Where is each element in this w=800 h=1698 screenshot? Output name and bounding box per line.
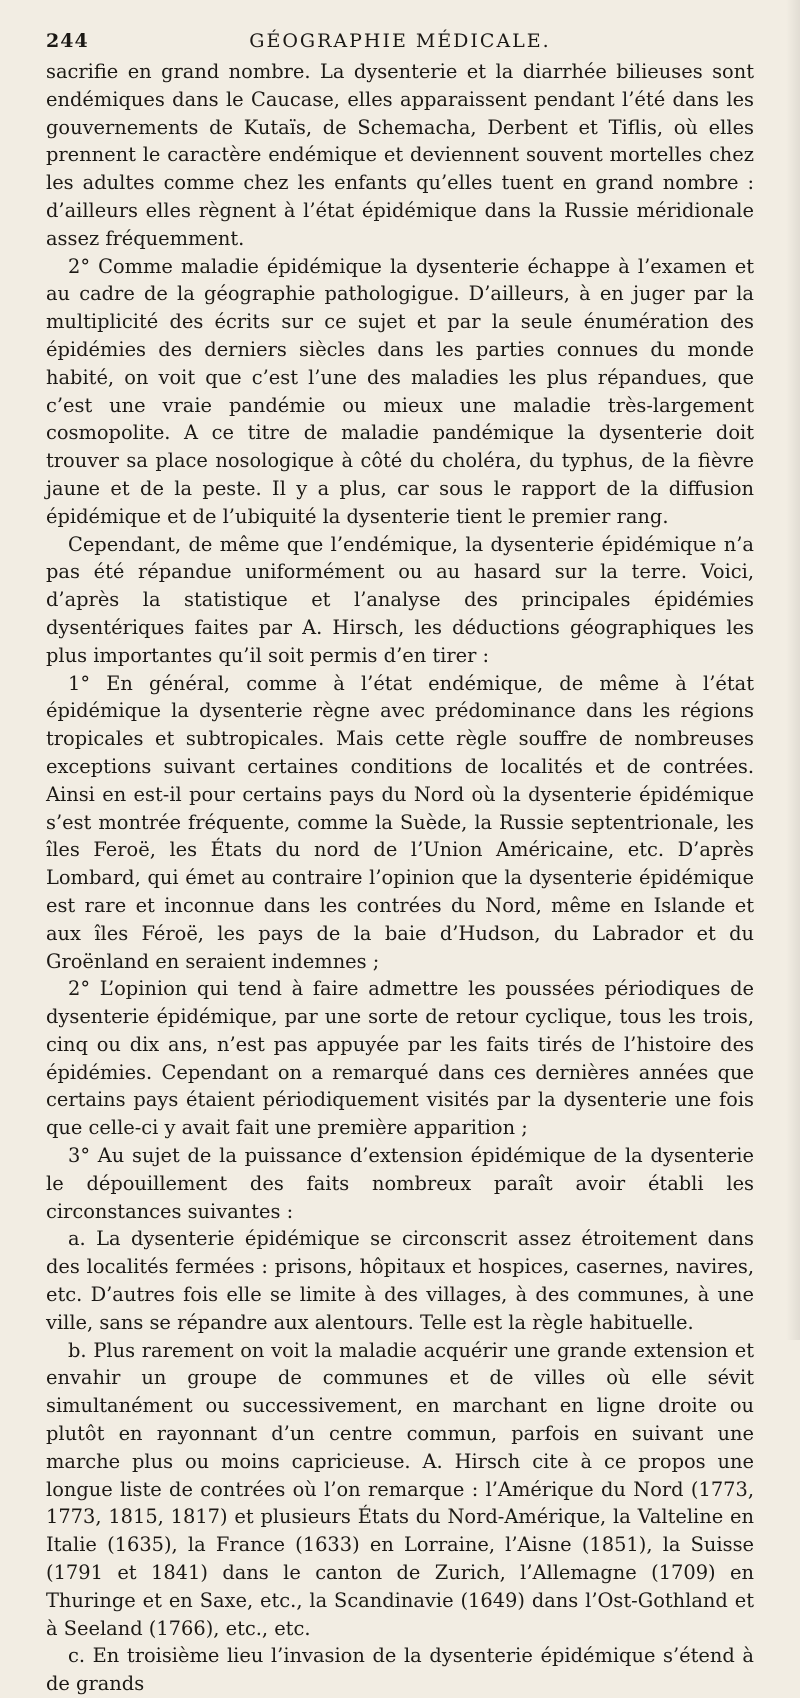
page-edge-shadow	[786, 0, 800, 1340]
paragraph: a. La dysenterie épidémique se circonscrit assez étroitement dans des localités fermées : prisons, hôpitaux et hospices, casernes, navires, etc. D’autres fois elle se limite à des villages, à des communes, à une ville, sans se répandre aux alentours. Telle est la règle habituelle.	[46, 1227, 754, 1334]
page-number: 244	[46, 30, 89, 52]
paragraph-continuation: sacrifie en grand nombre. La dysenterie et la diarrhée bilieuses sont endémiques dans le Caucase, elles apparaissent pendant l’été dans les gouvernements de Kutaïs, de Schemacha, Derbent et Tiflis, où elles prennent le caractère endémique et deviennent souvent mortelles chez les adultes comme chez les enfants qu’elles tuent en grand nombre : d’ailleurs elles règnent à l’état épidémique dans la Russie méridionale assez fréquemment.	[46, 60, 754, 250]
paragraph: b. Plus rarement on voit la maladie acquérir une grande extension et envahir un groupe de communes et de villes où elle sévit simultanément ou successivement, en marchant en ligne droite ou plutôt en rayonnant d’un centre commun, parfois en suivant une marche plus ou moins capricieuse. A. Hirsch cite à ce propos une longue liste de contrées où l’on remarque : l’Amérique du Nord (1773, 1773, 1815, 1817) et plusieurs États du Nord-Amérique, la Valteline en Italie (1635), la France (1633) en Lorraine, l’Aisne (1851), la Suisse (1791 et 1841) dans le canton de Zurich, l’Allemagne (1709) en Thuringe et en Saxe, etc., la Scandinavie (1649) dans l’Ost-Gothland et à Seeland (1766), etc., etc.	[46, 1338, 754, 1640]
paragraph: 1° En général, comme à l’état endémique, de même à l’état épidémique la dysenterie règne avec prédominance dans les régions tropicales et subtropicales. Mais cette règle souffre de nombreuses exceptions suivant certaines conditions de localités et de contrées. Ainsi en est-il pour certains pays du Nord où la dysenterie épidémique s’est montrée fréquente, comme la Suède, la Russie septentrionale, les îles Feroë, les États du nord de l’Union Américaine, etc. D’après Lombard, qui émet au contraire l’opinion que la dysenterie épidémique est rare et inconnue dans les contrées du Nord, même en Islande et aux îles Féroë, les pays de la baie d’Hudson, du Labrador et du Groënland en seraient indemnes ;	[46, 671, 754, 973]
page-header	[46, 28, 754, 58]
paragraph: 3° Au sujet de la puissance d’extension épidémique de la dysenterie le dépouillement des faits nombreux paraît avoir établi les circonstances suivantes :	[46, 1144, 754, 1223]
running-title: GÉOGRAPHIE MÉDICALE.	[249, 30, 551, 52]
page-body	[46, 58, 754, 1698]
paragraph: 2° L’opinion qui tend à faire admettre les poussées périodiques de dysenterie épidémique, par une sorte de retour cyclique, tous les trois, cinq ou dix ans, n’est pas appuyée par les faits tirés de l’histoire des épidémies. Cependant on a remarqué dans ces dernières années que certains pays étaient périodiquement visités par la dysenterie une fois que celle-ci y avait fait une première apparition ;	[46, 977, 754, 1140]
paragraph-continues: c. En troisième lieu l’invasion de la dysenterie épidémique s’étend à de grands	[46, 1644, 754, 1696]
paragraph: 2° Comme maladie épidémique la dysenterie échappe à l’examen et au cadre de la géographie pathologigue. D’ailleurs, à en juger par la multiplicité des écrits sur ce sujet et par la seule énumération des épidémies des derniers siècles dans les parties connues du monde habité, on voit que c’est l’une des maladies les plus répandues, que c’est une vraie pandémie ou mieux une maladie très-largement cosmopolite. A ce titre de maladie pandémique la dysenterie doit trouver sa place nosologique à côté du choléra, du typhus, de la fièvre jaune et de la peste. Il y a plus, car sous le rapport de la diffusion épidémique et de l’ubiquité la dysenterie tient le premier rang.	[46, 254, 754, 528]
paragraph: Cependant, de même que l’endémique, la dysenterie épidémique n’a pas été répandue uniformément ou au hasard sur la terre. Voici, d’après la statistique et l’analyse des principales épidémies dysentériques faites par A. Hirsch, les déductions géographiques les plus importantes qu’il soit permis d’en tirer :	[46, 532, 754, 667]
